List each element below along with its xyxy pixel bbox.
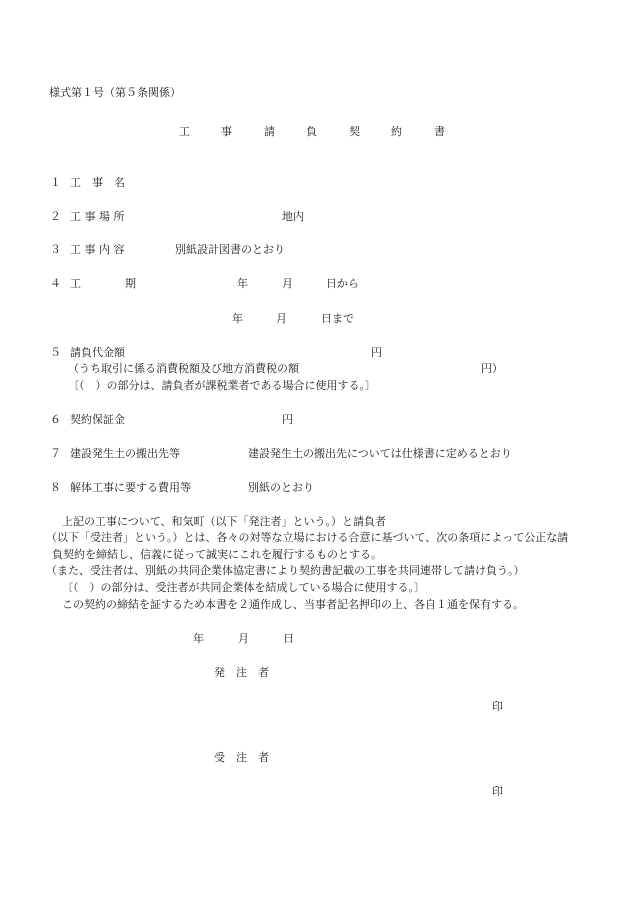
- title-char: 契: [349, 125, 360, 138]
- form-label: 様式第１号（第５条関係）: [49, 86, 181, 99]
- item8-label: 解体工事に要する費用等: [70, 481, 191, 494]
- date-month: 月: [238, 632, 249, 645]
- orderer-label: 発 注 者: [214, 666, 269, 679]
- item8-number: ８: [50, 481, 61, 494]
- title-char: 請: [264, 125, 275, 138]
- item4-label-a: 工: [70, 277, 81, 290]
- date-year: 年: [193, 632, 204, 645]
- contractor-seal: 印: [492, 785, 503, 798]
- item3-value: 別紙設計図書のとおり: [175, 243, 285, 256]
- item6-label: 契約保証金: [70, 413, 125, 426]
- title-char: 約: [391, 125, 402, 138]
- title-char: 事: [221, 125, 232, 138]
- orderer-seal: 印: [492, 700, 503, 713]
- contractor-label: 受 注 者: [214, 751, 269, 764]
- item4-end-month: 月: [276, 312, 287, 325]
- item5-bracket-note: 〔（ ）の部分は、請負者が課税業者である場合に使用する。〕: [68, 379, 376, 392]
- item4-start-month: 月: [282, 277, 293, 290]
- item4-start-day: 日から: [326, 277, 359, 290]
- body-line-3: 負契約を締結し、信義に従って誠実にこれを履行するものとする。: [52, 548, 382, 561]
- item7-number: ７: [50, 447, 61, 460]
- item4-end-day: 日まで: [321, 312, 354, 325]
- item4-end-year: 年: [232, 312, 243, 325]
- item1-number: １: [50, 176, 61, 189]
- body-line-1: 上記の工事について、和気町（以下「発注者」という。）と請負者: [62, 515, 387, 528]
- item7-label: 建設発生土の搬出先等: [70, 447, 180, 460]
- title-char: 負: [306, 125, 317, 138]
- body-line-4: （また、受注者は、別紙の共同企業体協定書により契約書記載の工事を共同連帯して請け負う。）: [46, 564, 525, 577]
- item3-label: 工 事 内 容: [70, 243, 125, 256]
- item7-value: 建設発生土の搬出先については仕様書に定めるとおり: [248, 447, 512, 460]
- item4-start-year: 年: [237, 277, 248, 290]
- item5-tax-yen: 円）: [481, 362, 503, 375]
- item4-number: ４: [50, 277, 61, 290]
- title-char: 工: [179, 125, 190, 138]
- item2-label: 工 事 場 所: [70, 210, 125, 223]
- item6-number: ６: [50, 413, 61, 426]
- item1-label: 工 事 名: [70, 176, 125, 189]
- item8-value: 別紙のとおり: [248, 481, 314, 494]
- item5-tax-note: （うち取引に係る消費税額及び地方消費税の額: [68, 362, 299, 375]
- item2-number: ２: [50, 210, 61, 223]
- item3-number: ３: [50, 243, 61, 256]
- item2-value: 地内: [282, 210, 304, 223]
- body-line-5: 〔（ ）の部分は、受注者が共同企業体を結成している場合に使用する。〕: [62, 581, 425, 594]
- item6-yen: 円: [282, 413, 293, 426]
- body-line-2: （以下「受注者」という。）とは、各々の対等な立場における合意に基づいて、次の条項によって公正な請: [46, 531, 569, 544]
- item4-label-b: 期: [125, 277, 136, 290]
- body-line-6: この契約の締結を証するため本書を２通作成し、当事者記名押印の上、各自１通を保有する。: [62, 598, 524, 611]
- item5-label: 請負代金額: [70, 346, 125, 359]
- item5-number: ５: [50, 346, 61, 359]
- title-char: 書: [434, 125, 445, 138]
- date-day: 日: [283, 632, 294, 645]
- item5-yen: 円: [371, 346, 382, 359]
